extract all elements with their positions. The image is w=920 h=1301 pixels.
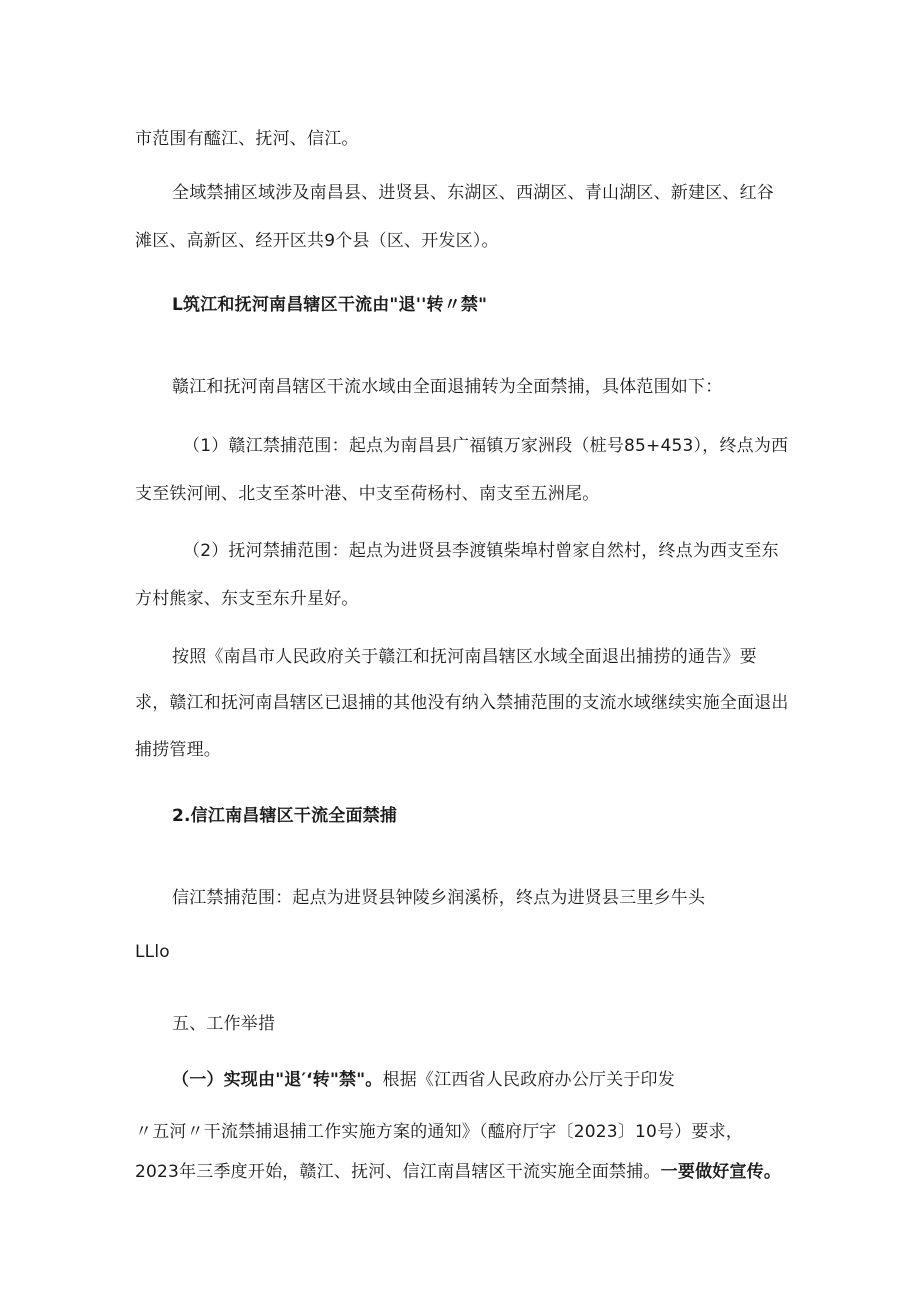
paragraph-line: 市范围有醯江、抚河、信江。 xyxy=(135,129,359,149)
paragraph-line: 求，赣江和抚河南昌辖区已退捕的其他没有纳入禁捕范围的支流水域继续实施全面退出 xyxy=(135,693,789,713)
paragraph-text: 根据《江西省人民政府办公厅关于印发 xyxy=(382,1070,675,1090)
paragraph-line: 捕捞管理。 xyxy=(135,740,221,760)
paragraph-line: 赣江和抚河南昌辖区干流水域由全面退捕转为全面禁捕，具体范围如下： xyxy=(172,377,723,397)
section-heading: 五、工作举措 xyxy=(172,1014,276,1034)
paragraph-line xyxy=(172,1068,675,1092)
paragraph-line: 支至铁河闸、北支至茶叶港、中支至荷杨村、南支至五洲尾。 xyxy=(135,484,600,504)
bold-lead: （一）实现由"退′‘转"禁"。 xyxy=(172,1070,383,1090)
paragraph-line: 方村熊家、东支至东升星好。 xyxy=(135,589,359,609)
paragraph-line: （1）赣江禁捕范围：起点为南昌县广福镇万家洲段（桩号85+453），终点为西 xyxy=(183,436,789,456)
paragraph-line xyxy=(135,1160,781,1184)
paragraph-line: 全域禁捕区域涉及南昌县、进贤县、东湖区、西湖区、青山湖区、新建区、红谷 xyxy=(172,183,774,203)
paragraph-text: 2023年三季度开始，赣江、抚河、信江南昌辖区干流实施全面禁捕。 xyxy=(135,1162,661,1182)
paragraph-line: 按照《南昌市人民政府关于赣江和抚河南昌辖区水域全面退出捕捞的通告》要 xyxy=(172,647,757,667)
paragraph-line: 〃五河〃干流禁捕退捕工作实施方案的通知》（醯府厅字〔2023〕10号）要求， xyxy=(135,1122,743,1142)
bold-lead: 一要做好宣传。 xyxy=(660,1162,782,1182)
paragraph-line: 信江禁捕范围：起点为进贤县钟陵乡润溪桥，终点为进贤县三里乡牛头 xyxy=(172,888,706,908)
paragraph-line: LLlo xyxy=(135,942,170,962)
paragraph-line: （2）抚河禁捕范围：起点为进贤县李渡镇柴埠村曾家自然村，终点为西支至东 xyxy=(183,541,779,561)
section-heading: L筑江和抚河南昌辖区干流由"退''转〃禁" xyxy=(172,295,488,315)
paragraph-line: 滩区、高新区、经开区共9个县（区、开发区）。 xyxy=(135,231,499,251)
section-heading: 2.信江南昌辖区干流全面禁捕 xyxy=(172,806,398,826)
